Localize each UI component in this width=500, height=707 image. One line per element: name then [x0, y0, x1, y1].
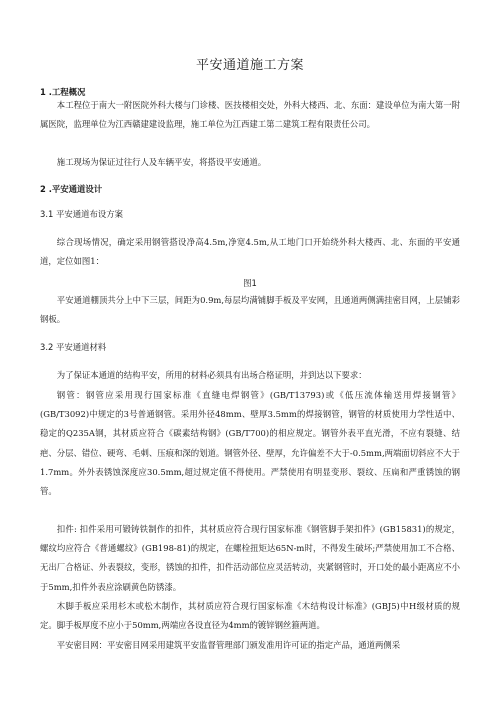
subsection-3-1-paragraph-1: 综合现场情况，确定采用钢管搭设净高4.5m,净宽4.5m,从工地门口开始绕外科大楼西、北、东面的平安通道，定位如图1： — [40, 237, 460, 267]
subsection-3-2-paragraph-scaffold-board: 木脚手板应采用杉木或松木制作，其材质应符合现行国家标准《木结构设计标准》(GBJ5)中H级材质的规定。脚手板厚度不应小于50mm,两端应各设直径为4mm的镀锌钢丝箍两道。 — [40, 601, 460, 631]
section-1-heading: 1 .工程概况 — [40, 87, 86, 97]
subsection-3-2-paragraph-1: 为了保证本通道的结构平安，所用的材料必须具有出场合格证明，并到达以下要求： — [56, 370, 367, 380]
subsection-3-2-paragraph-fastener: 扣件: 扣件采用可锻铸铁制作的扣件，其材质应符合现行国家标准《钢管脚手架扣件》(GB15831)的规定，螺纹均应符合《普通螺纹》(GB198-81)的规定，在螺栓扭矩达65N-m时，不得发生破坏;严禁使用加工不合格、无出厂合格证、外表裂纹，变形，锈蚀的扣件，扣件活动部位应灵活转动，夹紧钢管时，开口处的最小距离应不小于5mm,扣件外表应涂刷黄色防锈漆。 — [40, 524, 460, 592]
section-2-heading: 2 .平安通道设计 — [40, 184, 103, 194]
subsection-3-1-heading: 3.1 平安通道布设方案 — [40, 209, 123, 219]
section-1-paragraph-2: 施工现场为保证过往行人及车辆平安，将搭设平安通道。 — [56, 157, 267, 167]
subsection-3-2-paragraph-safety-net: 平安密目网：平安密目网采用建筑平安监督管理部门颁发准用许可证的指定产品，通道两侧采 — [56, 640, 401, 650]
subsection-3-2-heading: 3.2 平安通道材料 — [40, 342, 107, 352]
section-1-paragraph-1: 本工程位于南大一附医院外科大楼与门诊楼、医技楼相交处，外科大楼西、北、东面：建设单位为南大第一附属医院，监理单位为江西赣建建设监理，施工单位为江西建工第二建筑工程有限责任公司。 — [40, 100, 460, 130]
subsection-3-2-paragraph-steel-pipe: 钢管：钢管应采用现行国家标准《直缝电焊钢管》(GB/T13793)或《低压流体输送用焊接钢管》(GB/T3092)中规定的3号普通钢管。采用外径48mm、壁厚3.5mm的焊接钢管，钢管的材质使用力学性适中、稳定的Q235A钢，其材质应符合《碳素结构钢》(GB/T700)的相应规定。钢管外表平直光滑，不应有裂缝、结疤、分层、错位、硬弯、毛刺、压痕和深的划道。钢管外径、壁厚，允许偏差不大于-0.5mm,两端面切斜应不大于1.7mm。外外表锈蚀深度应30.5mm,超过规定值不得使用。严禁使用有明显变形、裂纹、压扁和严重锈蚀的钢管。 — [40, 390, 460, 497]
subsection-3-1-paragraph-2: 平安通道棚顶共分上中下三层，间距为0.9m,每层均满铺脚手板及平安网，且通道两侧满挂密目网，上层铺彩钢板。 — [40, 295, 460, 325]
figure-1-label: 图1 — [243, 278, 257, 288]
document-title: 平安通道施工方案 — [195, 58, 304, 73]
